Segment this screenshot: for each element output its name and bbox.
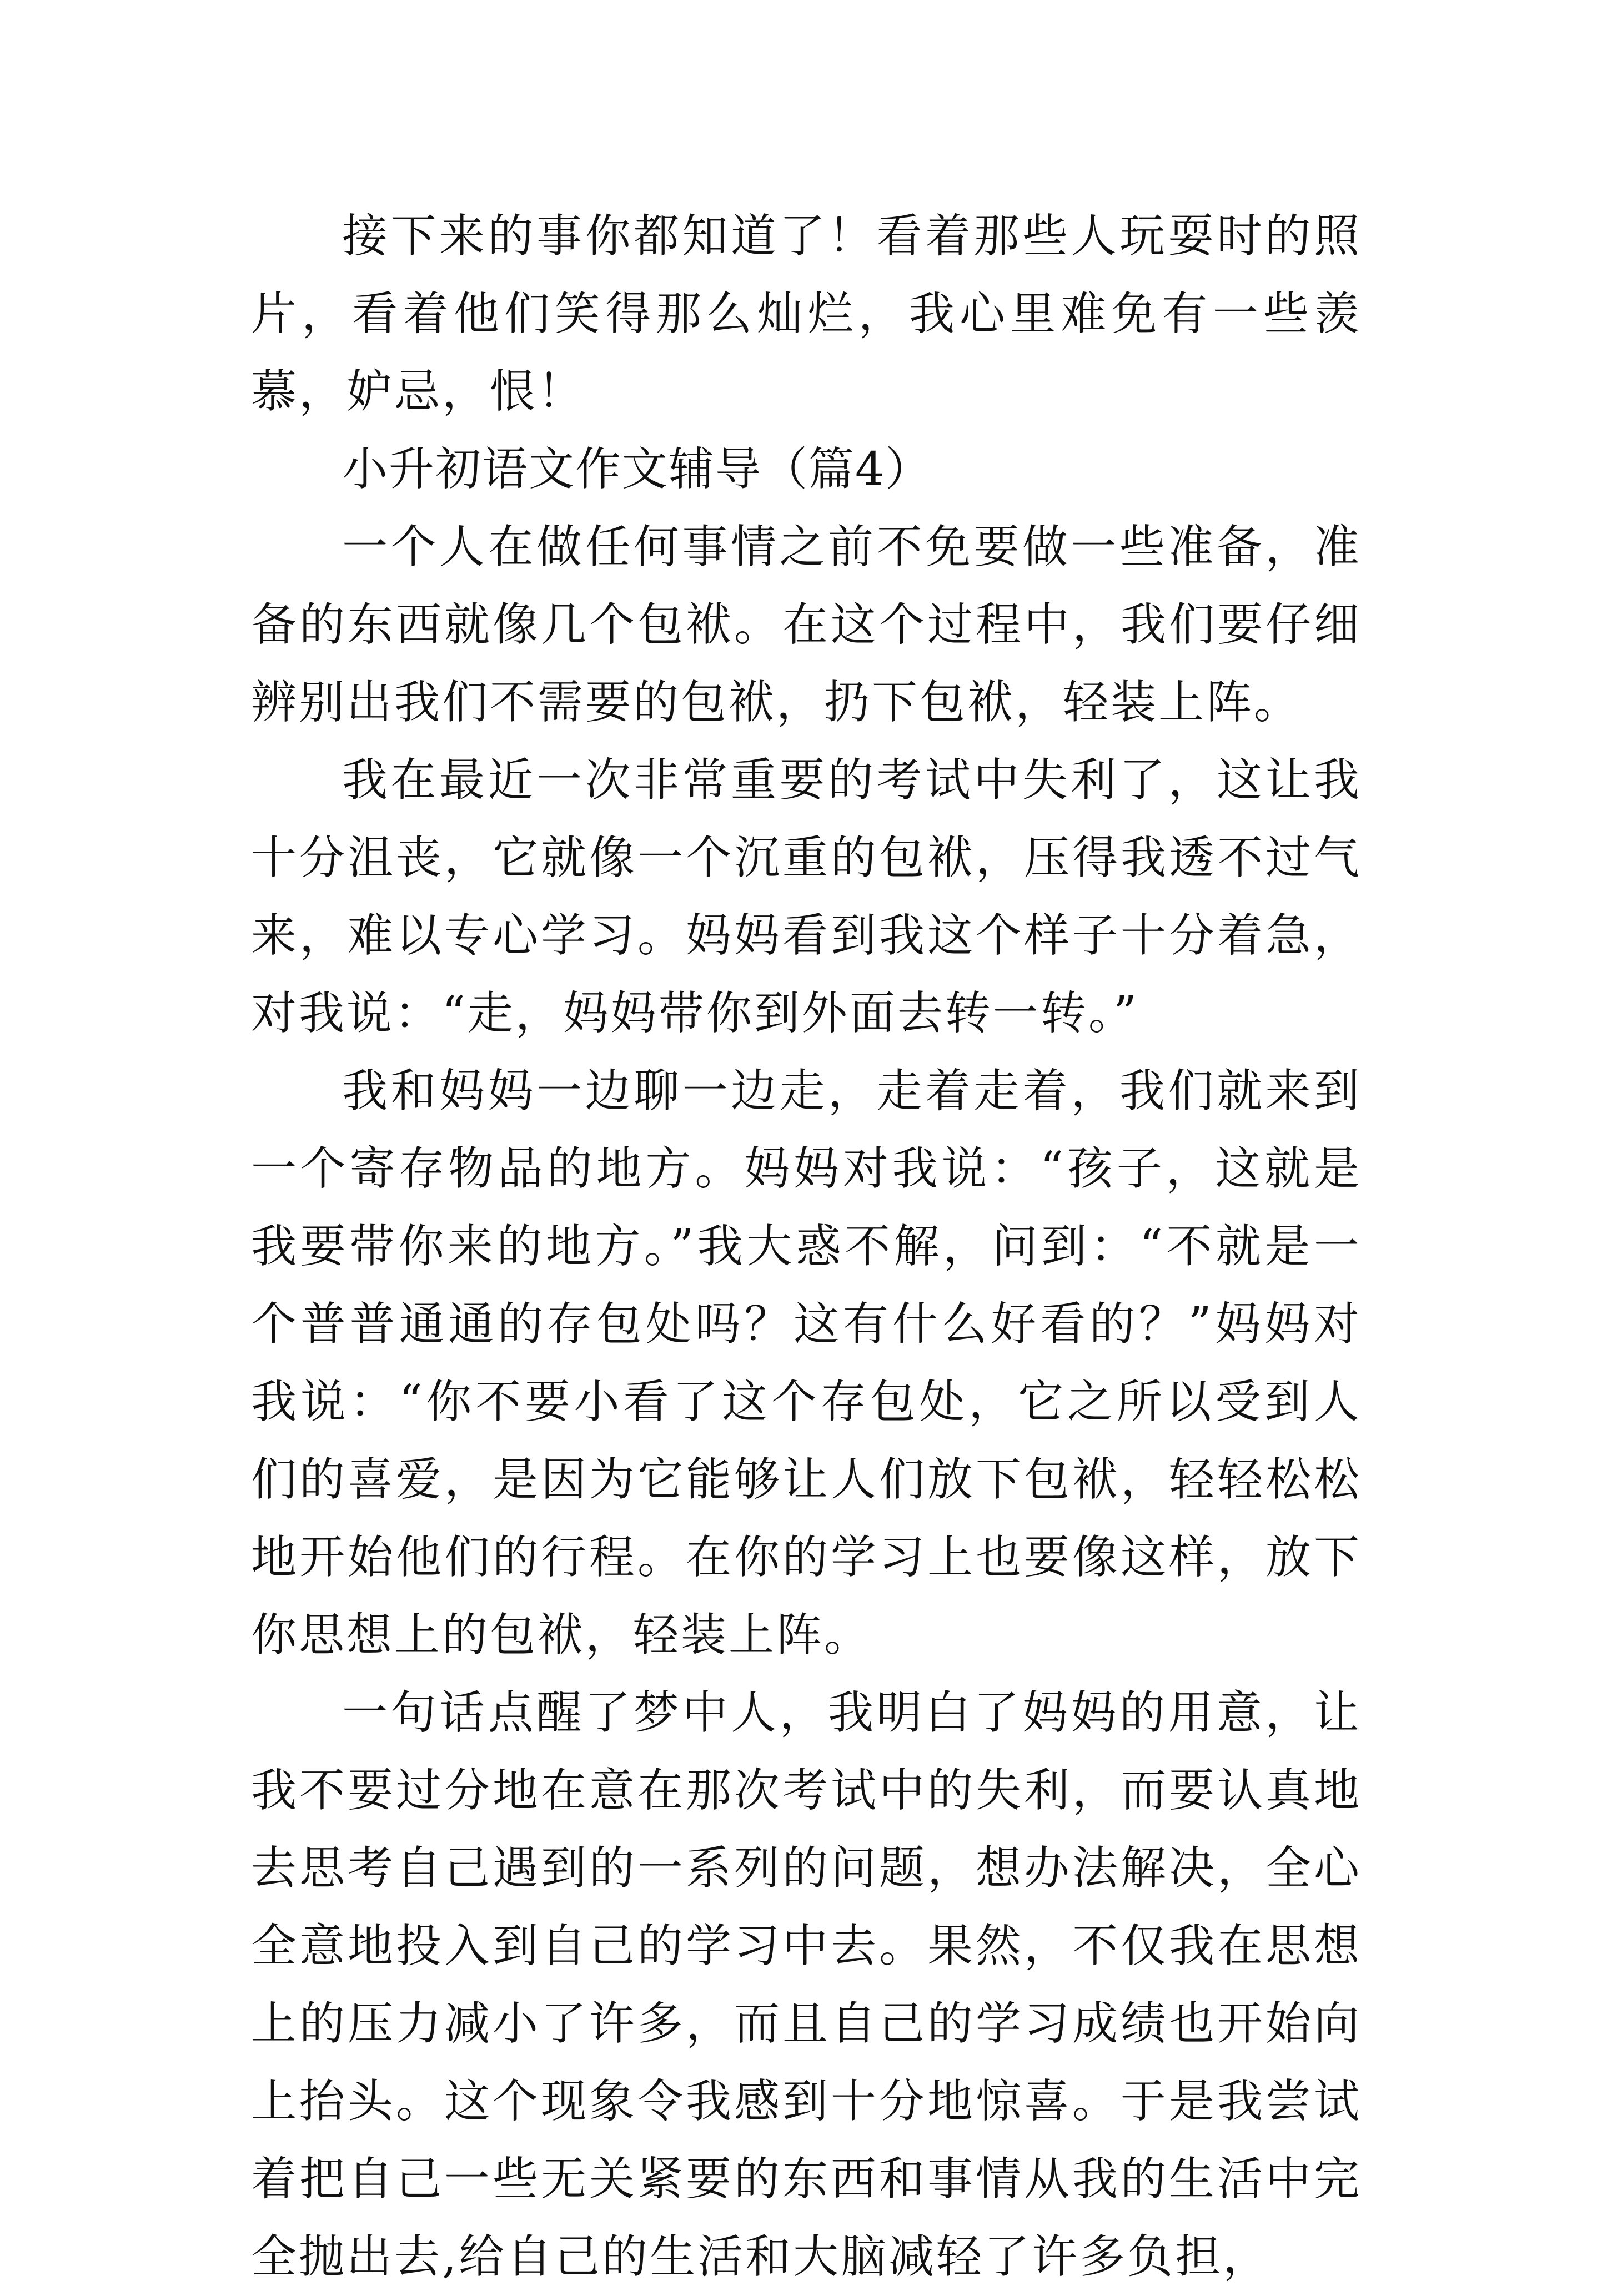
document-page bbox=[251, 198, 1362, 2296]
section-heading: 小升初语文作文辅导（篇4） bbox=[342, 443, 932, 496]
paragraph-3: 我和妈妈一边聊一边走，走着走着，我们就来到一个寄存物品的地方。妈妈对我说：“孩子，这就是我要带你来的地方。”我大惑不解，问到：“不就是一个普普通通的存包处吗？这有什么好看的？”妈妈对我说：“你不要小看了这个存包处，它之所以受到人们的喜爱，是因为它能够让人们放下包袱，轻轻松松地开始他们的行程。在你的学习上也要像这样，放下你思想上的包袱，轻装上阵。 bbox=[251, 1065, 1362, 1661]
paragraph-1: 一个人在做任何事情之前不免要做一些准备，准备的东西就像几个包袱。在这个过程中，我们要仔细辨别出我们不需要的包袱，扔下包袱，轻装上阵。 bbox=[251, 521, 1362, 729]
paragraph-2: 我在最近一次非常重要的考试中失利了，这让我十分沮丧，它就像一个沉重的包袱，压得我透不过气来，难以专心学习。妈妈看到我这个样子十分着急，对我说：“走，妈妈带你到外面去转一转。” bbox=[251, 754, 1362, 1040]
paragraph-4: 一句话点醒了梦中人，我明白了妈妈的用意，让我不要过分地在意在那次考试中的失利，而要认真地去思考自己遇到的一系列的问题，想办法解决，全心全意地投入到自己的学习中去。果然，不仅我在思想上的压力减小了许多，而且自己的学习成绩也开始向上抬头。这个现象令我感到十分地惊喜。于是我尝试着把自己一些无关紧要的东西和事情从我的生活中完全抛出去,给自己的生活和大脑减轻了许多负担， bbox=[251, 1686, 1362, 2283]
paragraph-intro-ending: 接下来的事你都知道了！看着那些人玩耍时的照片，看着他们笑得那么灿烂，我心里难免有一些羡慕，妒忌，恨！ bbox=[251, 210, 1362, 418]
